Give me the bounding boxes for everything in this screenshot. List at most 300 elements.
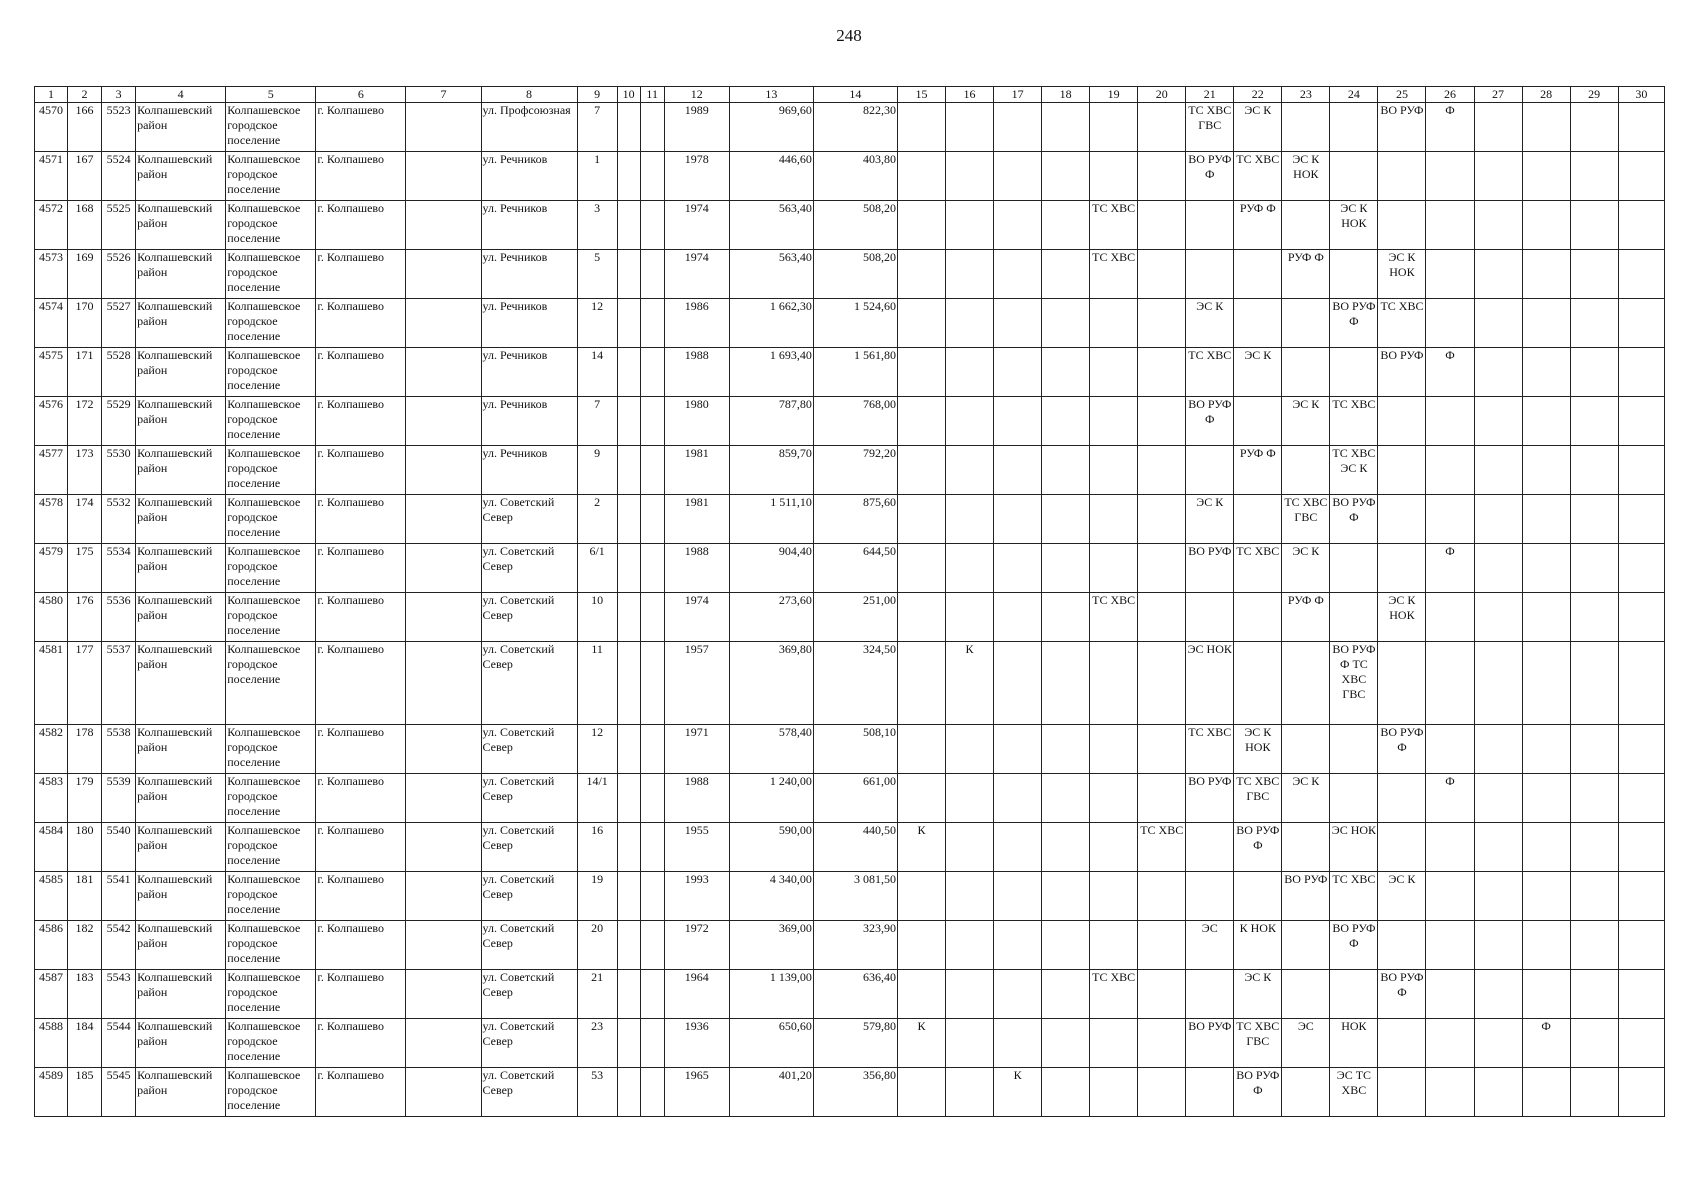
- column-header-6: 6: [316, 87, 406, 103]
- cell-col-22: [1234, 642, 1282, 725]
- cell-col-18: [1042, 872, 1090, 921]
- cell-col-21: [1186, 201, 1234, 250]
- cell-col-21: ВО РУФ: [1186, 544, 1234, 593]
- cell-col-4: Колпашевский район: [136, 823, 226, 872]
- cell-col-2: 185: [68, 1068, 102, 1117]
- cell-col-16: [946, 544, 994, 593]
- cell-col-22: ВО РУФ Ф: [1234, 1068, 1282, 1117]
- cell-col-29: [1570, 774, 1618, 823]
- cell-col-18: [1042, 921, 1090, 970]
- cell-col-25: ВО РУФ Ф: [1378, 725, 1426, 774]
- cell-col-20: [1138, 1068, 1186, 1117]
- cell-col-30: [1618, 823, 1664, 872]
- cell-col-24: [1330, 348, 1378, 397]
- cell-col-18: [1042, 970, 1090, 1019]
- cell-col-9: 9: [577, 446, 617, 495]
- cell-col-3: 5528: [102, 348, 136, 397]
- cell-col-17: [994, 152, 1042, 201]
- cell-col-10: [617, 495, 640, 544]
- cell-col-7: [406, 1068, 481, 1117]
- cell-col-28: [1522, 774, 1570, 823]
- cell-col-3: 5529: [102, 397, 136, 446]
- cell-col-29: [1570, 1068, 1618, 1117]
- cell-col-3: 5525: [102, 201, 136, 250]
- cell-col-11: [640, 397, 664, 446]
- cell-col-7: [406, 201, 481, 250]
- cell-col-8: ул. Советский Север: [481, 593, 577, 642]
- cell-col-15: [897, 774, 945, 823]
- column-header-21: 21: [1186, 87, 1234, 103]
- table-row: [35, 397, 1665, 446]
- cell-col-16: [946, 774, 994, 823]
- cell-col-9: 23: [577, 1019, 617, 1068]
- cell-col-7: [406, 544, 481, 593]
- cell-col-27: [1474, 446, 1522, 495]
- cell-col-21: [1186, 823, 1234, 872]
- column-header-26: 26: [1426, 87, 1474, 103]
- table-row: [35, 823, 1665, 872]
- cell-col-29: [1570, 495, 1618, 544]
- cell-col-6: г. Колпашево: [316, 103, 406, 152]
- cell-col-19: [1090, 397, 1138, 446]
- cell-col-4: Колпашевский район: [136, 446, 226, 495]
- cell-col-3: 5523: [102, 103, 136, 152]
- cell-col-2: 172: [68, 397, 102, 446]
- cell-col-12: 1988: [664, 544, 729, 593]
- cell-col-21: [1186, 970, 1234, 1019]
- cell-col-11: [640, 642, 664, 725]
- cell-col-17: [994, 299, 1042, 348]
- cell-col-10: [617, 872, 640, 921]
- cell-col-13: 969,60: [729, 103, 813, 152]
- column-header-4: 4: [136, 87, 226, 103]
- cell-col-10: [617, 103, 640, 152]
- table-row: [35, 593, 1665, 642]
- cell-col-20: [1138, 774, 1186, 823]
- cell-col-30: [1618, 593, 1664, 642]
- cell-col-17: [994, 1019, 1042, 1068]
- cell-col-11: [640, 774, 664, 823]
- cell-col-24: ВО РУФ Ф: [1330, 495, 1378, 544]
- cell-col-20: ТС ХВС: [1138, 823, 1186, 872]
- cell-col-3: 5532: [102, 495, 136, 544]
- cell-col-17: [994, 593, 1042, 642]
- cell-col-4: Колпашевский район: [136, 250, 226, 299]
- column-header-16: 16: [946, 87, 994, 103]
- cell-col-21: ЭС К: [1186, 299, 1234, 348]
- cell-col-10: [617, 152, 640, 201]
- cell-col-22: [1234, 250, 1282, 299]
- column-header-13: 13: [729, 87, 813, 103]
- cell-col-7: [406, 299, 481, 348]
- cell-col-24: ЭС К НОК: [1330, 201, 1378, 250]
- cell-col-10: [617, 970, 640, 1019]
- cell-col-27: [1474, 397, 1522, 446]
- cell-col-3: 5543: [102, 970, 136, 1019]
- cell-col-20: [1138, 970, 1186, 1019]
- cell-col-28: [1522, 1068, 1570, 1117]
- cell-col-25: [1378, 1019, 1426, 1068]
- cell-col-30: [1618, 397, 1664, 446]
- cell-col-19: [1090, 725, 1138, 774]
- cell-col-16: [946, 1068, 994, 1117]
- table-row: [35, 299, 1665, 348]
- cell-col-25: ЭС К НОК: [1378, 593, 1426, 642]
- table-row: [35, 725, 1665, 774]
- cell-col-15: [897, 446, 945, 495]
- cell-col-22: [1234, 299, 1282, 348]
- cell-col-21: [1186, 872, 1234, 921]
- cell-col-2: 182: [68, 921, 102, 970]
- cell-col-26: [1426, 299, 1474, 348]
- cell-col-14: 792,20: [813, 446, 897, 495]
- cell-col-11: [640, 299, 664, 348]
- cell-col-6: г. Колпашево: [316, 823, 406, 872]
- cell-col-16: [946, 593, 994, 642]
- cell-col-6: г. Колпашево: [316, 921, 406, 970]
- cell-col-14: 768,00: [813, 397, 897, 446]
- cell-col-25: ЭС К НОК: [1378, 250, 1426, 299]
- table-row: [35, 872, 1665, 921]
- cell-col-27: [1474, 103, 1522, 152]
- cell-col-21: ТС ХВС: [1186, 348, 1234, 397]
- cell-col-7: [406, 872, 481, 921]
- cell-col-23: [1282, 201, 1330, 250]
- cell-col-22: ТС ХВС: [1234, 544, 1282, 593]
- cell-col-4: Колпашевский район: [136, 299, 226, 348]
- cell-col-5: Колпашевское городское поселение: [226, 593, 316, 642]
- cell-col-7: [406, 495, 481, 544]
- cell-col-27: [1474, 1068, 1522, 1117]
- cell-col-26: [1426, 201, 1474, 250]
- cell-col-9: 53: [577, 1068, 617, 1117]
- cell-col-17: [994, 495, 1042, 544]
- cell-col-2: 168: [68, 201, 102, 250]
- cell-col-1: 4581: [35, 642, 68, 725]
- cell-col-17: [994, 823, 1042, 872]
- cell-col-1: 4583: [35, 774, 68, 823]
- cell-col-24: ТС ХВС ЭС К: [1330, 446, 1378, 495]
- cell-col-22: ЭС К: [1234, 348, 1282, 397]
- cell-col-3: 5536: [102, 593, 136, 642]
- cell-col-26: [1426, 1019, 1474, 1068]
- cell-col-8: ул. Советский Север: [481, 872, 577, 921]
- cell-col-1: 4574: [35, 299, 68, 348]
- cell-col-8: ул. Речников: [481, 397, 577, 446]
- cell-col-5: Колпашевское городское поселение: [226, 446, 316, 495]
- cell-col-7: [406, 921, 481, 970]
- cell-col-27: [1474, 642, 1522, 725]
- cell-col-14: 440,50: [813, 823, 897, 872]
- cell-col-9: 2: [577, 495, 617, 544]
- cell-col-25: [1378, 774, 1426, 823]
- cell-col-8: ул. Советский Север: [481, 921, 577, 970]
- cell-col-28: [1522, 103, 1570, 152]
- cell-col-28: [1522, 872, 1570, 921]
- column-header-7: 7: [406, 87, 481, 103]
- cell-col-27: [1474, 1019, 1522, 1068]
- cell-col-25: ВО РУФ: [1378, 348, 1426, 397]
- cell-col-24: ЭС НОК: [1330, 823, 1378, 872]
- cell-col-27: [1474, 250, 1522, 299]
- cell-col-20: [1138, 495, 1186, 544]
- cell-col-23: ЭС К НОК: [1282, 152, 1330, 201]
- cell-col-26: [1426, 250, 1474, 299]
- cell-col-28: [1522, 495, 1570, 544]
- cell-col-21: [1186, 593, 1234, 642]
- cell-col-23: [1282, 823, 1330, 872]
- cell-col-17: К: [994, 1068, 1042, 1117]
- cell-col-3: 5542: [102, 921, 136, 970]
- column-header-30: 30: [1618, 87, 1664, 103]
- cell-col-19: [1090, 103, 1138, 152]
- cell-col-20: [1138, 103, 1186, 152]
- table-row: [35, 921, 1665, 970]
- cell-col-24: [1330, 250, 1378, 299]
- column-header-17: 17: [994, 87, 1042, 103]
- cell-col-9: 16: [577, 823, 617, 872]
- column-header-1: 1: [35, 87, 68, 103]
- cell-col-2: 170: [68, 299, 102, 348]
- cell-col-13: 1 511,10: [729, 495, 813, 544]
- cell-col-10: [617, 446, 640, 495]
- cell-col-20: [1138, 348, 1186, 397]
- cell-col-2: 175: [68, 544, 102, 593]
- cell-col-18: [1042, 1019, 1090, 1068]
- cell-col-27: [1474, 152, 1522, 201]
- cell-col-7: [406, 1019, 481, 1068]
- cell-col-15: [897, 921, 945, 970]
- cell-col-23: ЭС К: [1282, 774, 1330, 823]
- cell-col-17: [994, 642, 1042, 725]
- cell-col-10: [617, 642, 640, 725]
- cell-col-3: 5537: [102, 642, 136, 725]
- cell-col-7: [406, 774, 481, 823]
- cell-col-20: [1138, 201, 1186, 250]
- cell-col-18: [1042, 823, 1090, 872]
- cell-col-30: [1618, 1019, 1664, 1068]
- cell-col-5: Колпашевское городское поселение: [226, 774, 316, 823]
- cell-col-29: [1570, 348, 1618, 397]
- cell-col-19: ТС ХВС: [1090, 593, 1138, 642]
- cell-col-8: ул. Советский Север: [481, 823, 577, 872]
- cell-col-16: [946, 348, 994, 397]
- cell-col-12: 1980: [664, 397, 729, 446]
- cell-col-25: [1378, 397, 1426, 446]
- cell-col-2: 173: [68, 446, 102, 495]
- cell-col-26: [1426, 1068, 1474, 1117]
- cell-col-4: Колпашевский район: [136, 872, 226, 921]
- cell-col-30: [1618, 446, 1664, 495]
- cell-col-26: [1426, 872, 1474, 921]
- cell-col-26: Ф: [1426, 103, 1474, 152]
- cell-col-1: 4576: [35, 397, 68, 446]
- cell-col-4: Колпашевский район: [136, 1068, 226, 1117]
- cell-col-29: [1570, 725, 1618, 774]
- cell-col-4: Колпашевский район: [136, 201, 226, 250]
- cell-col-9: 12: [577, 299, 617, 348]
- cell-col-18: [1042, 642, 1090, 725]
- cell-col-3: 5538: [102, 725, 136, 774]
- cell-col-24: [1330, 725, 1378, 774]
- column-header-25: 25: [1378, 87, 1426, 103]
- cell-col-13: 1 693,40: [729, 348, 813, 397]
- cell-col-19: [1090, 446, 1138, 495]
- cell-col-17: [994, 446, 1042, 495]
- cell-col-1: 4577: [35, 446, 68, 495]
- cell-col-25: ТС ХВС: [1378, 299, 1426, 348]
- cell-col-10: [617, 1019, 640, 1068]
- cell-col-28: [1522, 299, 1570, 348]
- header-row: [35, 87, 1665, 103]
- cell-col-21: ВО РУФ Ф: [1186, 397, 1234, 446]
- cell-col-10: [617, 544, 640, 593]
- cell-col-13: 578,40: [729, 725, 813, 774]
- cell-col-9: 5: [577, 250, 617, 299]
- cell-col-21: ВО РУФ: [1186, 1019, 1234, 1068]
- cell-col-27: [1474, 725, 1522, 774]
- cell-col-21: ЭС НОК: [1186, 642, 1234, 725]
- cell-col-28: [1522, 250, 1570, 299]
- cell-col-12: 1974: [664, 201, 729, 250]
- cell-col-25: ЭС К: [1378, 872, 1426, 921]
- cell-col-10: [617, 348, 640, 397]
- cell-col-4: Колпашевский район: [136, 970, 226, 1019]
- cell-col-7: [406, 593, 481, 642]
- cell-col-21: ЭС К: [1186, 495, 1234, 544]
- cell-col-28: [1522, 725, 1570, 774]
- cell-col-13: 401,20: [729, 1068, 813, 1117]
- cell-col-5: Колпашевское городское поселение: [226, 823, 316, 872]
- cell-col-12: 1964: [664, 970, 729, 1019]
- cell-col-19: [1090, 872, 1138, 921]
- column-header-10: 10: [617, 87, 640, 103]
- cell-col-13: 369,00: [729, 921, 813, 970]
- cell-col-20: [1138, 593, 1186, 642]
- cell-col-11: [640, 593, 664, 642]
- cell-col-7: [406, 446, 481, 495]
- cell-col-19: [1090, 544, 1138, 593]
- cell-col-27: [1474, 495, 1522, 544]
- cell-col-8: ул. Советский Север: [481, 970, 577, 1019]
- cell-col-25: [1378, 201, 1426, 250]
- cell-col-25: [1378, 495, 1426, 544]
- cell-col-1: 4570: [35, 103, 68, 152]
- cell-col-15: [897, 201, 945, 250]
- cell-col-6: г. Колпашево: [316, 446, 406, 495]
- cell-col-3: 5530: [102, 446, 136, 495]
- cell-col-8: ул. Профсоюзная: [481, 103, 577, 152]
- cell-col-20: [1138, 152, 1186, 201]
- cell-col-5: Колпашевское городское поселение: [226, 103, 316, 152]
- cell-col-20: [1138, 250, 1186, 299]
- cell-col-13: 787,80: [729, 397, 813, 446]
- cell-col-27: [1474, 774, 1522, 823]
- cell-col-22: [1234, 872, 1282, 921]
- cell-col-4: Колпашевский район: [136, 725, 226, 774]
- cell-col-4: Колпашевский район: [136, 774, 226, 823]
- cell-col-1: 4588: [35, 1019, 68, 1068]
- cell-col-29: [1570, 1019, 1618, 1068]
- cell-col-7: [406, 970, 481, 1019]
- cell-col-1: 4584: [35, 823, 68, 872]
- cell-col-18: [1042, 495, 1090, 544]
- cell-col-25: [1378, 642, 1426, 725]
- cell-col-28: [1522, 201, 1570, 250]
- cell-col-19: [1090, 823, 1138, 872]
- cell-col-21: ЭС: [1186, 921, 1234, 970]
- cell-col-25: [1378, 921, 1426, 970]
- cell-col-2: 177: [68, 642, 102, 725]
- cell-col-5: Колпашевское городское поселение: [226, 1019, 316, 1068]
- cell-col-2: 166: [68, 103, 102, 152]
- cell-col-16: [946, 250, 994, 299]
- column-header-5: 5: [226, 87, 316, 103]
- cell-col-5: Колпашевское городское поселение: [226, 725, 316, 774]
- cell-col-16: [946, 397, 994, 446]
- cell-col-20: [1138, 642, 1186, 725]
- cell-col-30: [1618, 1068, 1664, 1117]
- cell-col-8: ул. Советский Север: [481, 774, 577, 823]
- cell-col-13: 1 240,00: [729, 774, 813, 823]
- cell-col-15: [897, 348, 945, 397]
- cell-col-23: [1282, 921, 1330, 970]
- cell-col-12: 1988: [664, 774, 729, 823]
- cell-col-10: [617, 1068, 640, 1117]
- table-row: [35, 495, 1665, 544]
- cell-col-20: [1138, 872, 1186, 921]
- cell-col-20: [1138, 544, 1186, 593]
- cell-col-19: ТС ХВС: [1090, 250, 1138, 299]
- cell-col-3: 5534: [102, 544, 136, 593]
- column-header-11: 11: [640, 87, 664, 103]
- cell-col-9: 7: [577, 397, 617, 446]
- cell-col-11: [640, 725, 664, 774]
- table-row: [35, 1068, 1665, 1117]
- cell-col-26: [1426, 152, 1474, 201]
- cell-col-1: 4571: [35, 152, 68, 201]
- cell-col-3: 5545: [102, 1068, 136, 1117]
- cell-col-9: 14/1: [577, 774, 617, 823]
- cell-col-20: [1138, 1019, 1186, 1068]
- cell-col-5: Колпашевское городское поселение: [226, 642, 316, 725]
- cell-col-24: [1330, 593, 1378, 642]
- cell-col-13: 273,60: [729, 593, 813, 642]
- cell-col-1: 4572: [35, 201, 68, 250]
- cell-col-18: [1042, 446, 1090, 495]
- cell-col-15: [897, 103, 945, 152]
- cell-col-3: 5527: [102, 299, 136, 348]
- cell-col-28: [1522, 397, 1570, 446]
- cell-col-6: г. Колпашево: [316, 1019, 406, 1068]
- cell-col-29: [1570, 921, 1618, 970]
- cell-col-11: [640, 872, 664, 921]
- cell-col-19: [1090, 921, 1138, 970]
- cell-col-16: [946, 970, 994, 1019]
- cell-col-14: 508,10: [813, 725, 897, 774]
- cell-col-3: 5544: [102, 1019, 136, 1068]
- cell-col-7: [406, 348, 481, 397]
- cell-col-19: [1090, 642, 1138, 725]
- cell-col-19: [1090, 774, 1138, 823]
- cell-col-15: [897, 397, 945, 446]
- cell-col-1: 4575: [35, 348, 68, 397]
- cell-col-24: НОК: [1330, 1019, 1378, 1068]
- cell-col-5: Колпашевское городское поселение: [226, 970, 316, 1019]
- cell-col-26: Ф: [1426, 544, 1474, 593]
- cell-col-11: [640, 348, 664, 397]
- cell-col-5: Колпашевское городское поселение: [226, 1068, 316, 1117]
